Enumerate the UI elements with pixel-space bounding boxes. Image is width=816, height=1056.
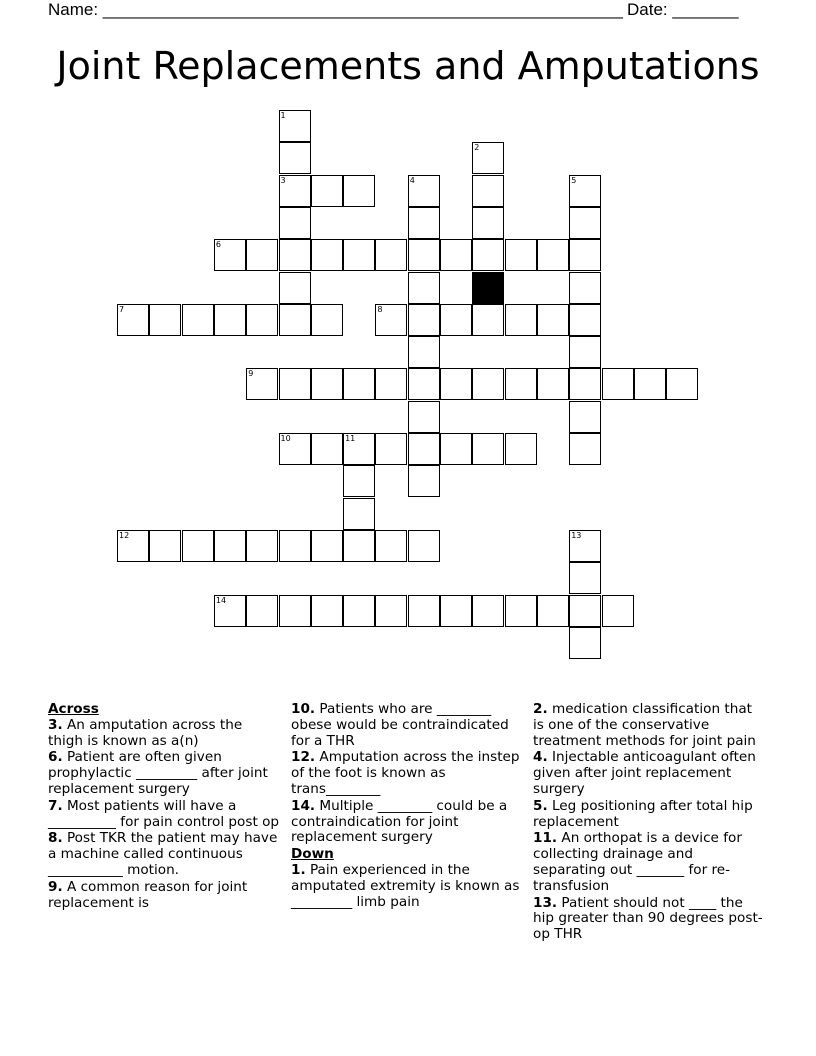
grid-cell[interactable]: [343, 465, 375, 497]
grid-cell-number: 6: [215, 240, 221, 250]
grid-cell[interactable]: [246, 368, 278, 400]
clues-column-2: [291, 702, 523, 911]
grid-cell[interactable]: [472, 239, 504, 271]
grid-cell[interactable]: [246, 304, 278, 336]
grid-cell[interactable]: [408, 175, 440, 207]
grid-cell[interactable]: [182, 530, 214, 562]
grid-cell[interactable]: [279, 175, 311, 207]
grid-cell[interactable]: [569, 627, 601, 659]
grid-cell[interactable]: [311, 239, 343, 271]
grid-cell-number: 2: [474, 143, 480, 153]
grid-cell[interactable]: [408, 530, 440, 562]
grid-cell[interactable]: [343, 530, 375, 562]
date-field-label: Date: _______: [627, 0, 739, 19]
grid-cell[interactable]: [505, 368, 537, 400]
grid-cell[interactable]: [440, 433, 472, 465]
grid-cell[interactable]: [311, 175, 343, 207]
grid-cell[interactable]: [440, 304, 472, 336]
grid-cell[interactable]: [279, 110, 311, 142]
clue-across-6: 6. Patient are often given prophylactic _________ after joint replacement surgery: [48, 749, 268, 797]
grid-cell[interactable]: [569, 595, 601, 627]
across-heading: Across: [48, 701, 99, 717]
grid-cell[interactable]: [505, 304, 537, 336]
grid-cell-number: 10: [280, 434, 291, 443]
page-title: Joint Replacements and Amputations: [56, 44, 760, 88]
grid-cell[interactable]: [279, 595, 311, 627]
grid-cell[interactable]: [343, 498, 375, 530]
grid-cell[interactable]: [149, 304, 181, 336]
grid-cell[interactable]: [408, 336, 440, 368]
grid-cell[interactable]: [408, 272, 440, 304]
grid-cell[interactable]: [343, 368, 375, 400]
grid-cell[interactable]: [246, 595, 278, 627]
clue-across-7: 7. Most patients will have a __________ for pain control post op: [48, 797, 280, 830]
grid-cell-number: 7: [119, 304, 125, 314]
clue-down-1: 1. Pain experienced in the amputated extremity is known as _________ limb pain: [291, 861, 520, 910]
grid-cell[interactable]: [408, 304, 440, 336]
grid-cell-number: 8: [377, 304, 383, 314]
grid-cell[interactable]: [408, 465, 440, 497]
grid-cell[interactable]: [472, 304, 504, 336]
grid-cell[interactable]: [472, 368, 504, 400]
grid-cell[interactable]: [408, 368, 440, 400]
grid-cell[interactable]: [537, 595, 569, 627]
grid-cell[interactable]: [569, 304, 601, 336]
grid-cell[interactable]: [375, 239, 407, 271]
clue-down-11: 11. An orthopat is a device for collecting drainage and separating out _______ for re-transfusion: [533, 830, 742, 894]
grid-cell-number: 1: [280, 111, 286, 120]
grid-cell[interactable]: [569, 239, 601, 271]
grid-cell[interactable]: [408, 433, 440, 465]
grid-cell-number: 9: [248, 369, 254, 379]
grid-cell[interactable]: [279, 530, 311, 562]
clue-across-8: 8. Post TKR the patient may have a machine called continuous ___________ motion.: [48, 830, 278, 878]
clue-across-10: 10. Patients who are ________ obese would be contraindicated for a THR: [291, 701, 509, 749]
grid-cell[interactable]: [634, 368, 666, 400]
grid-cell[interactable]: [472, 207, 504, 239]
grid-cell[interactable]: [117, 530, 149, 562]
grid-cell[interactable]: [279, 207, 311, 239]
grid-cell[interactable]: [279, 142, 311, 174]
grid-cell[interactable]: [569, 433, 601, 465]
grid-cell[interactable]: [408, 239, 440, 271]
grid-cell[interactable]: [537, 368, 569, 400]
grid-cell[interactable]: [279, 368, 311, 400]
grid-cell[interactable]: [569, 530, 601, 562]
grid-cell[interactable]: [440, 239, 472, 271]
grid-cell-number: 14: [215, 595, 227, 605]
grid-cell[interactable]: [279, 304, 311, 336]
grid-cell[interactable]: [279, 272, 311, 304]
grid-cell[interactable]: [569, 562, 601, 594]
name-field-label: Name: _______________________________________________________: [48, 0, 623, 19]
grid-cell[interactable]: [182, 304, 214, 336]
grid-cell[interactable]: [537, 304, 569, 336]
clues-column-1: [48, 702, 280, 912]
clue-down-13: 13. Patient should not ____ the hip greater than 90 degrees post-op THR: [533, 894, 763, 943]
grid-cell-number: 11: [345, 434, 356, 443]
clue-across-9: 9. A common reason for joint replacement is: [48, 878, 248, 911]
grid-cell[interactable]: [472, 142, 504, 174]
grid-cell[interactable]: [311, 433, 343, 465]
grid-cell[interactable]: [279, 239, 311, 271]
grid-cell[interactable]: [472, 175, 504, 207]
grid-cell[interactable]: [440, 595, 472, 627]
grid-cell[interactable]: [343, 595, 375, 627]
clues-column-3: [533, 702, 765, 944]
grid-cell[interactable]: [214, 530, 246, 562]
grid-cell[interactable]: [505, 239, 537, 271]
grid-cell[interactable]: [117, 304, 149, 336]
grid-cell[interactable]: [440, 368, 472, 400]
grid-cell[interactable]: [408, 401, 440, 433]
grid-cell[interactable]: [408, 207, 440, 239]
down-heading: Down: [291, 846, 334, 863]
grid-cell[interactable]: [569, 207, 601, 239]
grid-cell[interactable]: [408, 595, 440, 627]
grid-cell[interactable]: [214, 304, 246, 336]
grid-cell[interactable]: [666, 368, 698, 400]
grid-cell-number: 4: [409, 175, 415, 185]
grid-cell[interactable]: [569, 336, 601, 368]
grid-cell[interactable]: [505, 595, 537, 627]
grid-cell[interactable]: [375, 304, 407, 336]
grid-cell[interactable]: [311, 530, 343, 562]
grid-cell[interactable]: [602, 368, 634, 400]
grid-cell[interactable]: [214, 239, 246, 271]
grid-cell[interactable]: [311, 304, 343, 336]
grid-cell[interactable]: [505, 433, 537, 465]
grid-cell[interactable]: [343, 433, 375, 465]
clue-across-12: 12. Amputation across the instep of the foot is known as trans________: [291, 749, 520, 797]
grid-cell[interactable]: [537, 239, 569, 271]
grid-cell[interactable]: [246, 530, 278, 562]
grid-cell[interactable]: [311, 368, 343, 400]
grid-cell[interactable]: [343, 239, 375, 271]
grid-cell-number: 3: [280, 175, 286, 185]
clue-across-14: 14. Multiple ________ could be a contraindication for joint replacement surgery: [291, 797, 508, 846]
grid-cell[interactable]: [375, 530, 407, 562]
grid-cell[interactable]: [472, 595, 504, 627]
grid-cell[interactable]: [279, 433, 311, 465]
grid-cell[interactable]: [569, 401, 601, 433]
grid-block: [472, 272, 504, 304]
grid-cell[interactable]: [375, 595, 407, 627]
grid-cell[interactable]: [375, 433, 407, 465]
grid-cell[interactable]: [214, 595, 246, 627]
clue-across-3: 3. An amputation across the thigh is known as a(n): [48, 716, 243, 749]
grid-cell[interactable]: [569, 272, 601, 304]
clue-down-5: 5. Leg positioning after total hip replacement: [533, 797, 753, 830]
clue-down-4: 4. Injectable anticoagulant often given after joint replacement surgery: [533, 749, 756, 797]
grid-cell[interactable]: [569, 175, 601, 207]
grid-cell[interactable]: [375, 368, 407, 400]
grid-cell[interactable]: [246, 239, 278, 271]
grid-cell[interactable]: [569, 368, 601, 400]
clue-down-2: 2. medication classification that is one of the conservative treatment methods for joint pain: [533, 701, 756, 749]
grid-cell[interactable]: [149, 530, 181, 562]
grid-cell-number: 12: [119, 530, 130, 540]
grid-cell[interactable]: [343, 175, 375, 207]
grid-cell-number: 13: [571, 530, 582, 540]
grid-cell[interactable]: [602, 595, 634, 627]
grid-cell-number: 5: [571, 175, 577, 185]
grid-cell[interactable]: [311, 595, 343, 627]
grid-cell[interactable]: [472, 433, 504, 465]
